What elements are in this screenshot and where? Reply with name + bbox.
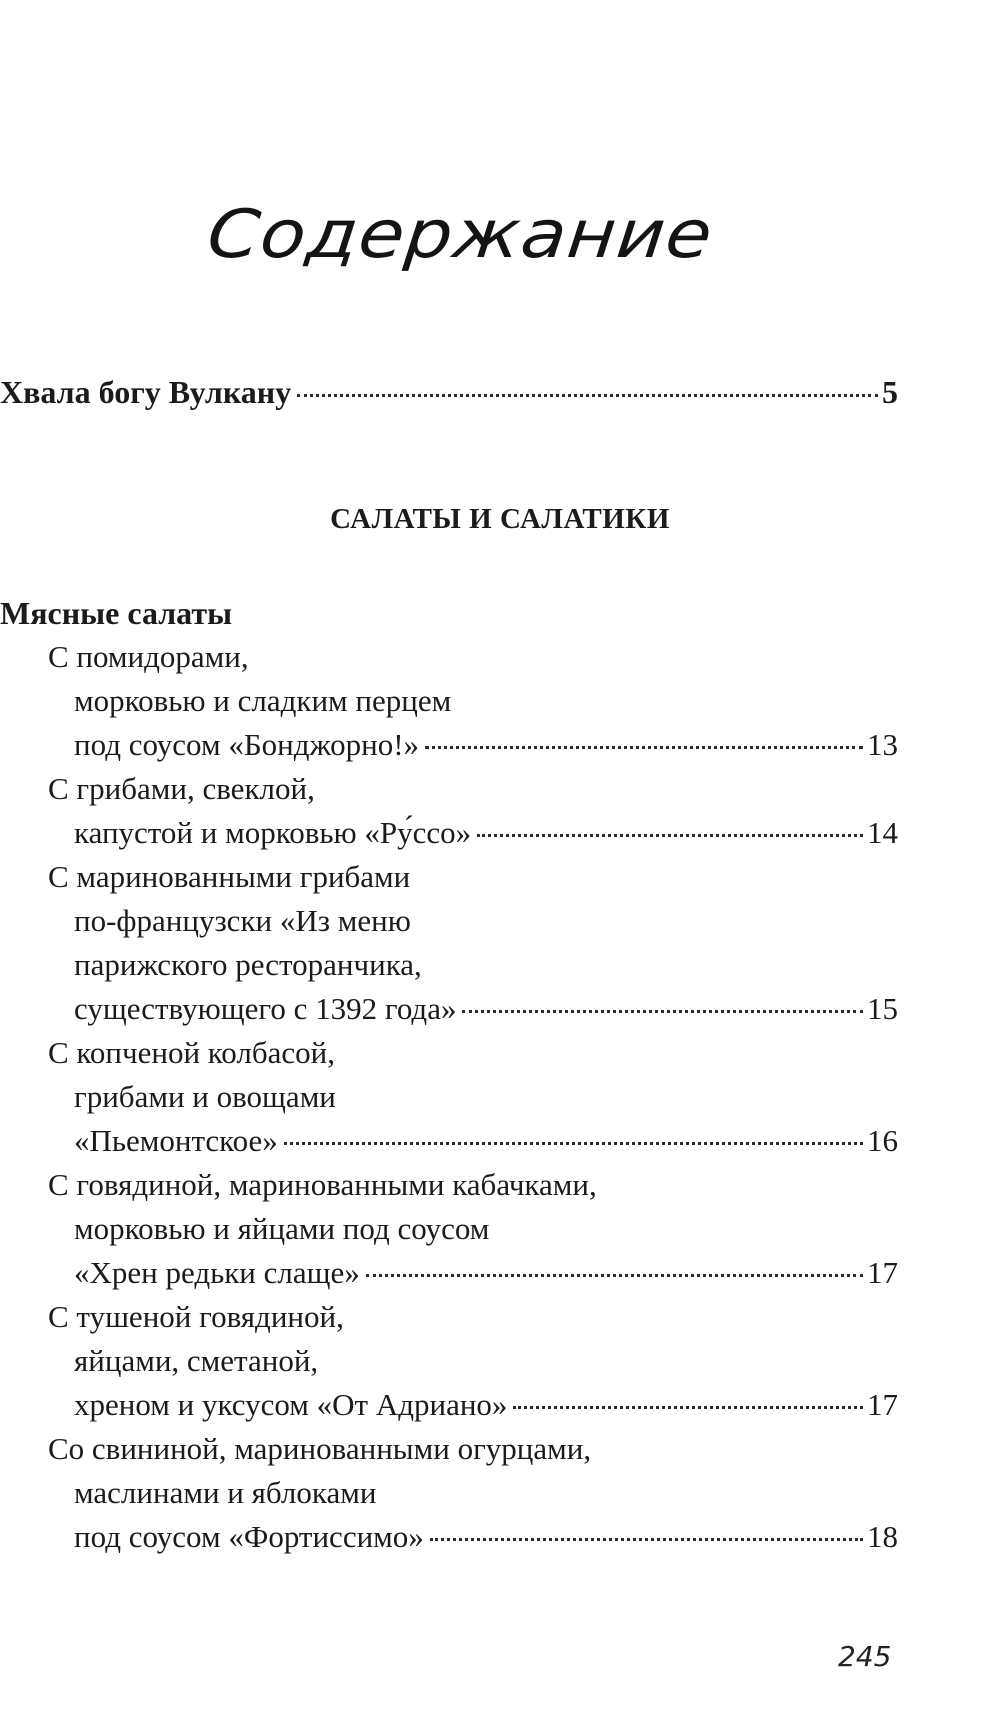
toc-entry-line: С маринованными грибами	[48, 859, 411, 894]
dot-leader	[366, 1274, 863, 1277]
toc-entry-page: 16	[867, 1123, 898, 1158]
toc-entry-last-line[interactable]: существующего с 1392 года» 15	[74, 989, 898, 1029]
toc-entry-line: С говядиной, маринованными кабачками,	[48, 1167, 597, 1202]
toc-entry-page: 18	[867, 1519, 898, 1554]
toc-entry-last-line[interactable]: «Пьемонтское» 16	[74, 1121, 898, 1161]
page-number: 245	[838, 1640, 892, 1673]
toc-entry-intro[interactable]	[0, 372, 898, 412]
page-title: Содержание	[203, 196, 717, 274]
dot-leader	[297, 394, 878, 397]
toc-entry-line: по-французски «Из меню	[74, 903, 411, 938]
toc-entry-last-line[interactable]: хреном и уксусом «От Адриано» 17	[74, 1385, 898, 1425]
dot-leader	[513, 1406, 863, 1409]
toc-entry-line: Со свининой, маринованными огурцами,	[48, 1431, 592, 1466]
toc-entry-line: С помидорами,	[48, 639, 249, 674]
toc-entry-line: парижского ресторанчика,	[74, 947, 422, 982]
toc-entry-page: 5	[882, 374, 898, 410]
dot-leader	[284, 1142, 863, 1145]
toc-entry-line: грибами и овощами	[74, 1079, 336, 1114]
dot-leader	[425, 746, 863, 749]
toc-entry-page: 17	[867, 1255, 898, 1290]
toc-entry-line: С копченой колбасой,	[48, 1035, 335, 1070]
toc-entry-page: 15	[867, 991, 898, 1026]
toc-entry-line: яйцами, сметаной,	[74, 1343, 319, 1378]
toc-entry-line: морковью и сладким перцем	[74, 683, 452, 718]
toc-entry-page: 17	[867, 1387, 898, 1422]
section-title: САЛАТЫ И САЛАТИКИ	[330, 503, 670, 535]
dot-leader	[462, 1010, 863, 1013]
toc-entry-page: 13	[867, 727, 898, 762]
toc-entry-last-line[interactable]: капустой и морковью «Ру́ссо» 14	[74, 813, 898, 853]
toc-entry-line: С грибами, свеклой,	[48, 771, 315, 806]
toc-entry-last-line[interactable]: «Хрен редьки слаще» 17	[74, 1253, 898, 1293]
toc-entry-line: маслинами и яблоками	[74, 1475, 377, 1510]
dot-leader	[430, 1538, 863, 1541]
toc-entry-line: морковью и яйцами под соусом	[74, 1211, 490, 1246]
toc-entry-page: 14	[867, 815, 898, 850]
toc-entry-last-line[interactable]: под соусом «Фортиссимо» 18	[74, 1517, 898, 1557]
toc-entry-text: Хвала богу Вулкану	[0, 374, 292, 410]
toc-entry-last-line[interactable]: под соусом «Бонджорно!» 13	[74, 725, 898, 765]
toc-entry-line: С тушеной говядиной,	[48, 1299, 344, 1334]
subsection-title: Мясные салаты	[0, 595, 233, 631]
dot-leader	[477, 834, 863, 837]
